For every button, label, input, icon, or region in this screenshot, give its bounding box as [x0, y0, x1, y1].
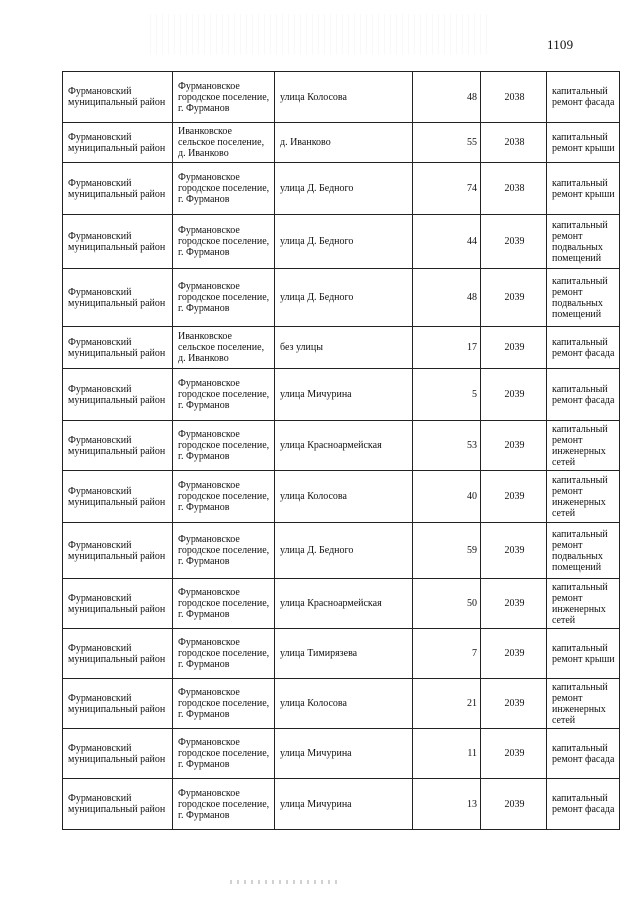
- cell-district: Фурмановский муниципальный район: [63, 123, 173, 163]
- table-row: [63, 629, 620, 679]
- cell-work-type: капитальный ремонт фасада: [547, 369, 620, 421]
- housing-repair-table: [62, 71, 620, 830]
- cell-district: Фурмановский муниципальный район: [63, 215, 173, 269]
- cell-house-number: 13: [413, 779, 481, 830]
- cell-district: Фурмановский муниципальный район: [63, 679, 173, 729]
- cell-house-number: 5: [413, 369, 481, 421]
- table-row: [63, 779, 620, 830]
- cell-settlement: Фурмановское городское поселение, г. Фурманов: [173, 369, 275, 421]
- cell-year: 2038: [481, 72, 547, 123]
- cell-street: без улицы: [275, 327, 413, 369]
- cell-settlement: Фурмановское городское поселение, г. Фурманов: [173, 421, 275, 471]
- cell-street: улица Колосова: [275, 471, 413, 523]
- cell-district: Фурмановский муниципальный район: [63, 729, 173, 779]
- cell-district: Фурмановский муниципальный район: [63, 579, 173, 629]
- table-row: [63, 163, 620, 215]
- cell-house-number: 50: [413, 579, 481, 629]
- cell-work-type: капитальный ремонт фасада: [547, 72, 620, 123]
- cell-year: 2039: [481, 471, 547, 523]
- cell-street: улица Д. Бедного: [275, 269, 413, 327]
- cell-district: Фурмановский муниципальный район: [63, 163, 173, 215]
- table-row: [63, 123, 620, 163]
- cell-settlement: Фурмановское городское поселение, г. Фурманов: [173, 72, 275, 123]
- cell-year: 2038: [481, 163, 547, 215]
- cell-house-number: 11: [413, 729, 481, 779]
- cell-street: улица Мичурина: [275, 779, 413, 830]
- cell-settlement: Фурмановское городское поселение, г. Фурманов: [173, 729, 275, 779]
- table-row: [63, 327, 620, 369]
- cell-house-number: 40: [413, 471, 481, 523]
- cell-street: улица Мичурина: [275, 729, 413, 779]
- cell-work-type: капитальный ремонт крыши: [547, 163, 620, 215]
- cell-street: д. Иванково: [275, 123, 413, 163]
- cell-house-number: 48: [413, 72, 481, 123]
- cell-work-type: капитальный ремонт фасада: [547, 729, 620, 779]
- cell-settlement: Фурмановское городское поселение, г. Фурманов: [173, 629, 275, 679]
- cell-year: 2039: [481, 523, 547, 579]
- cell-year: 2039: [481, 729, 547, 779]
- cell-work-type: капитальный ремонт инженерных сетей: [547, 679, 620, 729]
- cell-year: 2039: [481, 629, 547, 679]
- cell-street: улица Красноармейская: [275, 579, 413, 629]
- cell-year: 2039: [481, 779, 547, 830]
- cell-house-number: 55: [413, 123, 481, 163]
- cell-street: улица Тимирязева: [275, 629, 413, 679]
- cell-work-type: капитальный ремонт подвальных помещений: [547, 269, 620, 327]
- cell-district: Фурмановский муниципальный район: [63, 369, 173, 421]
- cell-street: улица Д. Бедного: [275, 215, 413, 269]
- cell-house-number: 17: [413, 327, 481, 369]
- cell-settlement: Фурмановское городское поселение, г. Фурманов: [173, 679, 275, 729]
- table-row: [63, 369, 620, 421]
- cell-settlement: Фурмановское городское поселение, г. Фурманов: [173, 471, 275, 523]
- table-row: [63, 523, 620, 579]
- table-body: [63, 72, 620, 830]
- cell-settlement: Фурмановское городское поселение, г. Фурманов: [173, 523, 275, 579]
- table-row: [63, 729, 620, 779]
- cell-street: улица Мичурина: [275, 369, 413, 421]
- cell-settlement: Иванковское сельское поселение, д. Иванково: [173, 327, 275, 369]
- cell-work-type: капитальный ремонт подвальных помещений: [547, 523, 620, 579]
- cell-settlement: Иванковское сельское поселение, д. Иванково: [173, 123, 275, 163]
- cell-work-type: капитальный ремонт фасада: [547, 779, 620, 830]
- cell-work-type: капитальный ремонт инженерных сетей: [547, 471, 620, 523]
- cell-house-number: 7: [413, 629, 481, 679]
- page-number: 1109: [547, 37, 574, 52]
- cell-street: улица Д. Бедного: [275, 523, 413, 579]
- cell-work-type: капитальный ремонт инженерных сетей: [547, 421, 620, 471]
- cell-year: 2038: [481, 123, 547, 163]
- cell-work-type: капитальный ремонт крыши: [547, 123, 620, 163]
- cell-year: 2039: [481, 369, 547, 421]
- table-row: [63, 679, 620, 729]
- cell-house-number: 74: [413, 163, 481, 215]
- cell-year: 2039: [481, 679, 547, 729]
- cell-house-number: 48: [413, 269, 481, 327]
- table-row: [63, 579, 620, 629]
- cell-year: 2039: [481, 579, 547, 629]
- cell-district: Фурмановский муниципальный район: [63, 779, 173, 830]
- cell-district: Фурмановский муниципальный район: [63, 629, 173, 679]
- cell-work-type: капитальный ремонт крыши: [547, 629, 620, 679]
- cell-work-type: капитальный ремонт фасада: [547, 327, 620, 369]
- cell-street: улица Колосова: [275, 679, 413, 729]
- cell-street: улица Колосова: [275, 72, 413, 123]
- cell-house-number: 59: [413, 523, 481, 579]
- cell-work-type: капитальный ремонт инженерных сетей: [547, 579, 620, 629]
- cell-work-type: капитальный ремонт подвальных помещений: [547, 215, 620, 269]
- cell-district: Фурмановский муниципальный район: [63, 421, 173, 471]
- cell-year: 2039: [481, 421, 547, 471]
- table-row: [63, 269, 620, 327]
- cell-district: Фурмановский муниципальный район: [63, 72, 173, 123]
- table-row: [63, 421, 620, 471]
- cell-house-number: 53: [413, 421, 481, 471]
- cell-district: Фурмановский муниципальный район: [63, 327, 173, 369]
- cell-district: Фурмановский муниципальный район: [63, 269, 173, 327]
- table-row: [63, 72, 620, 123]
- scan-artifact-bottom: [230, 880, 340, 884]
- cell-year: 2039: [481, 215, 547, 269]
- cell-settlement: Фурмановское городское поселение, г. Фурманов: [173, 163, 275, 215]
- cell-district: Фурмановский муниципальный район: [63, 471, 173, 523]
- cell-year: 2039: [481, 327, 547, 369]
- cell-settlement: Фурмановское городское поселение, г. Фурманов: [173, 779, 275, 830]
- table-row: [63, 215, 620, 269]
- cell-street: улица Красноармейская: [275, 421, 413, 471]
- cell-house-number: 44: [413, 215, 481, 269]
- scan-artifact: [150, 14, 490, 54]
- cell-settlement: Фурмановское городское поселение, г. Фурманов: [173, 269, 275, 327]
- cell-house-number: 21: [413, 679, 481, 729]
- cell-settlement: Фурмановское городское поселение, г. Фурманов: [173, 215, 275, 269]
- table-row: [63, 471, 620, 523]
- cell-street: улица Д. Бедного: [275, 163, 413, 215]
- cell-settlement: Фурмановское городское поселение, г. Фурманов: [173, 579, 275, 629]
- cell-year: 2039: [481, 269, 547, 327]
- cell-district: Фурмановский муниципальный район: [63, 523, 173, 579]
